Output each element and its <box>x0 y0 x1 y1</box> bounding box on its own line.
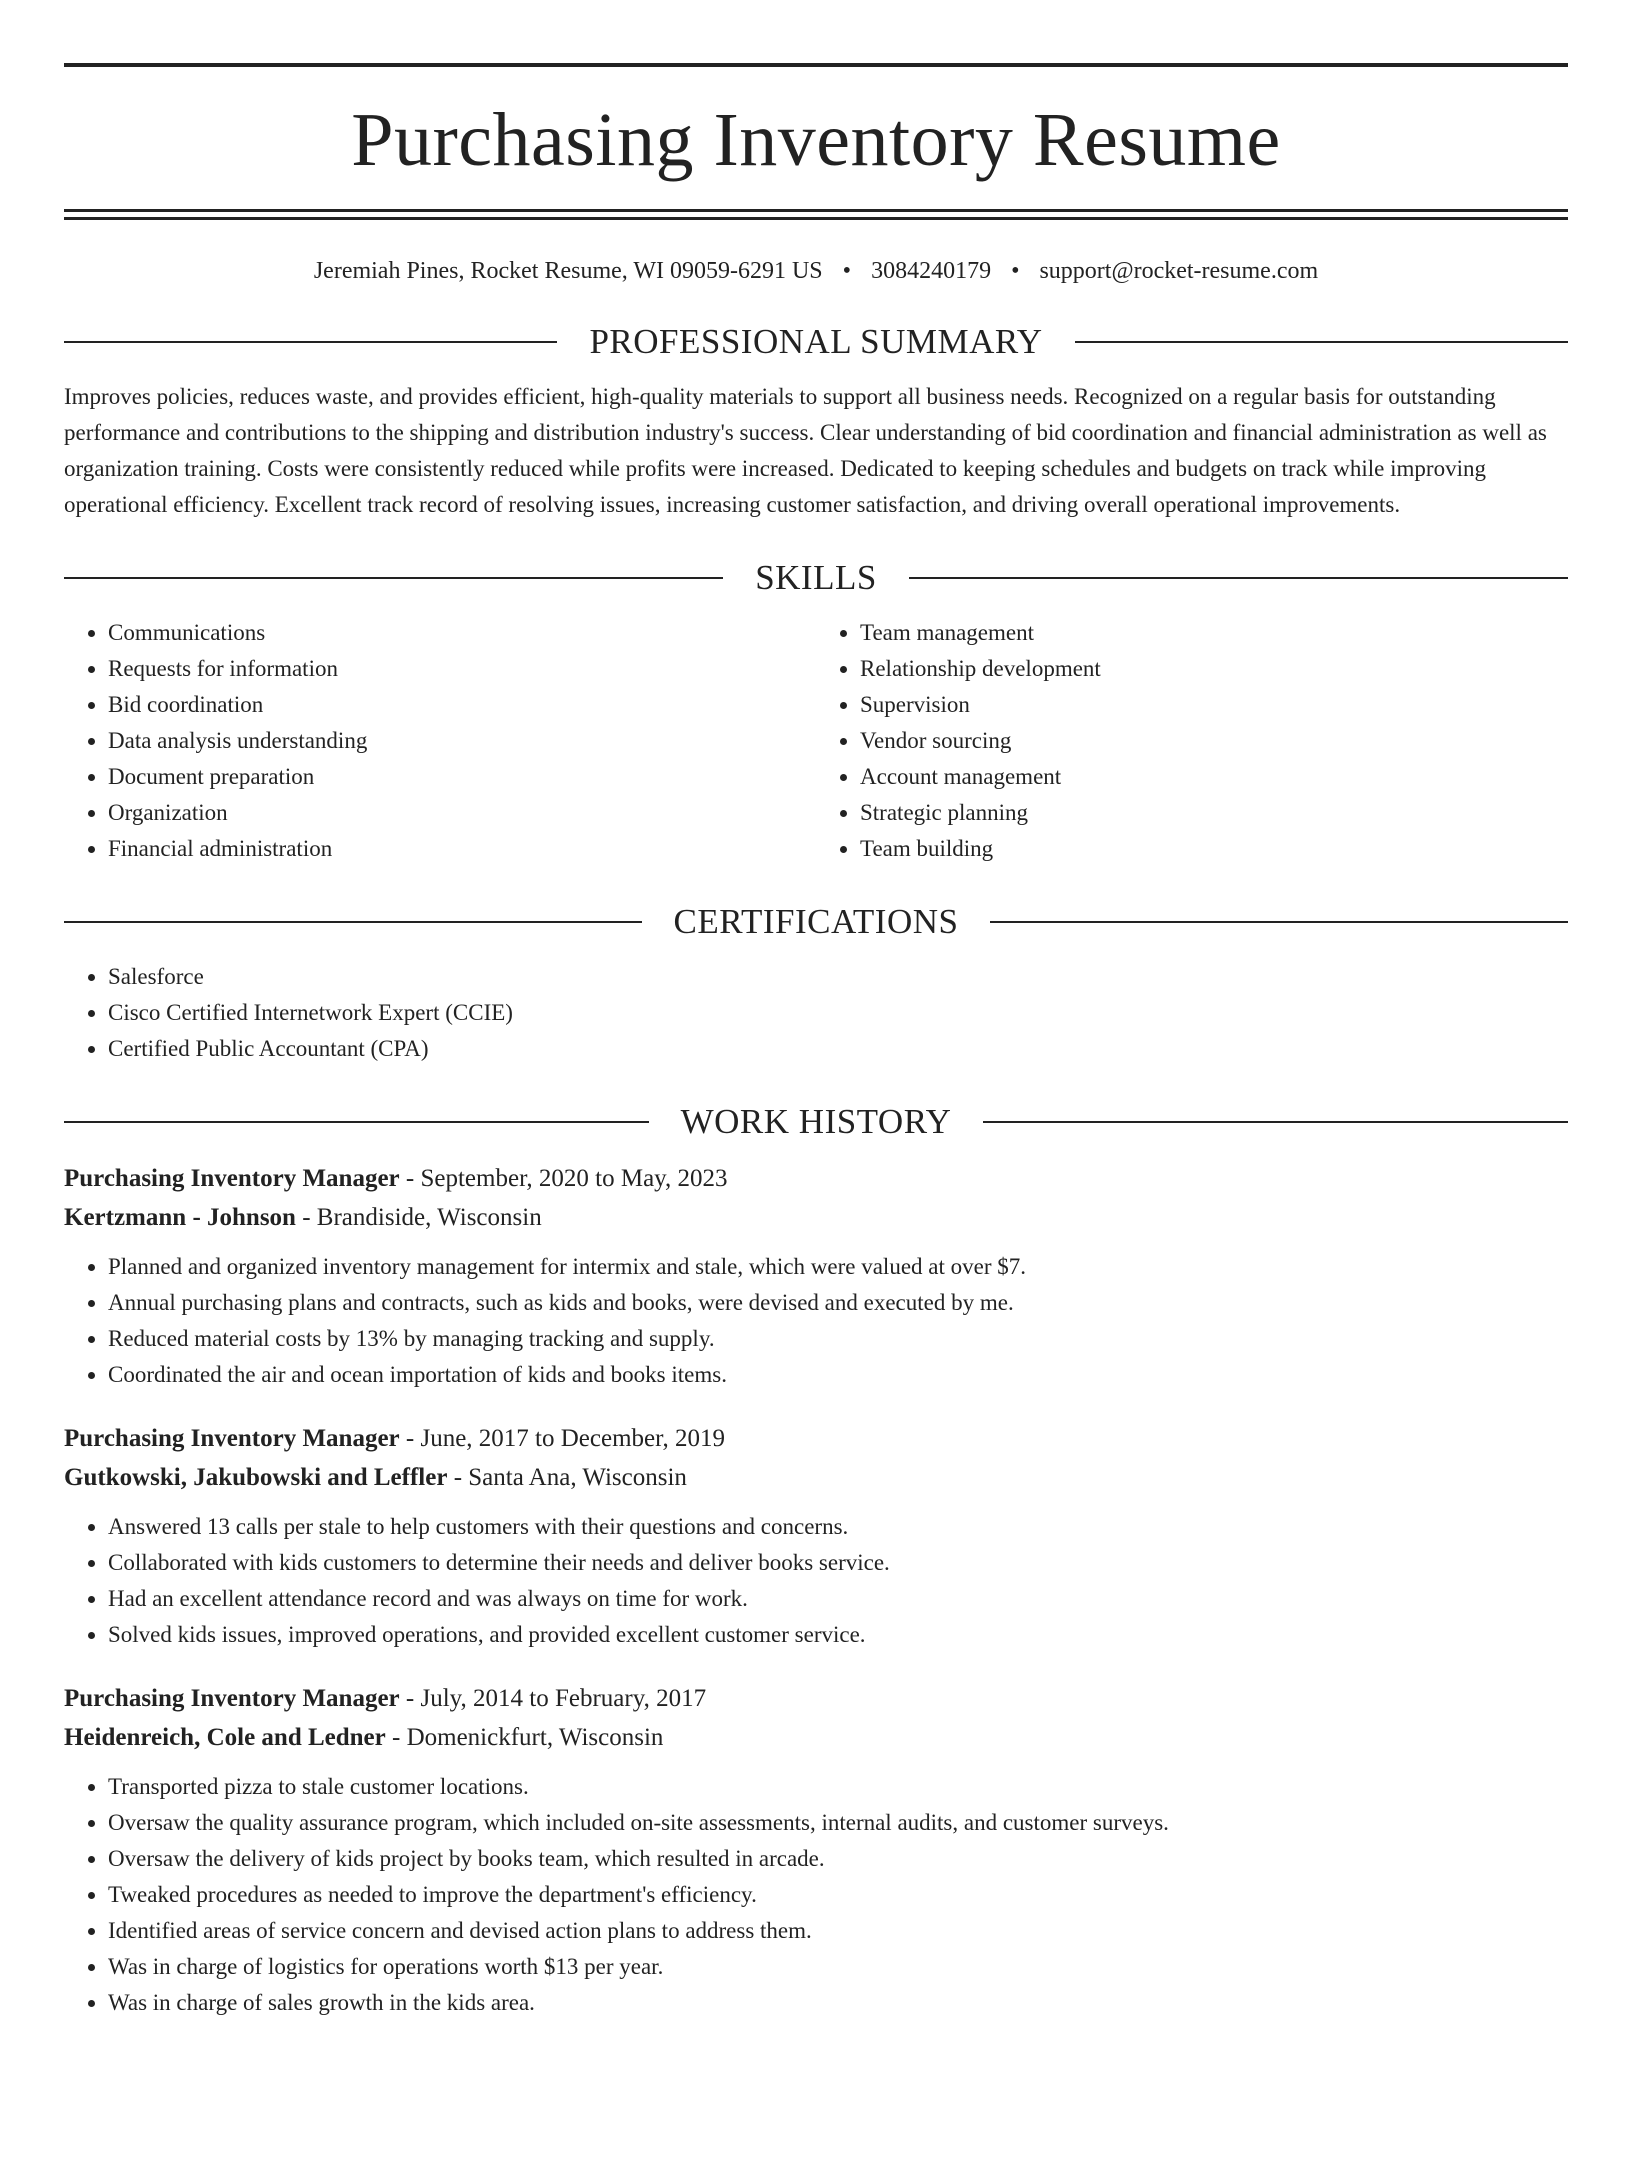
list-item: • Planned and organized inventory management for intermix and stale, which were valued at over $7. <box>108 1249 1568 1285</box>
resume-page <box>0 63 1632 2175</box>
list-item: • Cisco Certified Internetwork Expert (CCIE) <box>108 995 1568 1031</box>
contact-line <box>64 256 1568 287</box>
skills-list-right <box>816 615 1568 867</box>
work-heading-label: WORK HISTORY <box>680 1101 952 1141</box>
list-item: • Organization <box>108 795 816 831</box>
summary-heading-label: PROFESSIONAL SUMMARY <box>589 321 1043 361</box>
job-bullets <box>64 1249 1568 1393</box>
list-item: • Document preparation <box>108 759 816 795</box>
job-title-line <box>64 1679 1568 1718</box>
heading-rule <box>64 341 557 343</box>
job-company-line <box>64 1718 1568 1757</box>
certifications-heading-label: CERTIFICATIONS <box>673 901 959 941</box>
list-item: • Was in charge of logistics for operations worth $13 per year. <box>108 1949 1568 1985</box>
list-item: • Answered 13 calls per stale to help customers with their questions and concerns. <box>108 1509 1568 1545</box>
skills-heading-label: SKILLS <box>755 557 877 597</box>
job-company-line <box>64 1458 1568 1497</box>
job-entry <box>64 1419 1568 1653</box>
list-item: • Relationship development <box>860 651 1568 687</box>
list-item: • Strategic planning <box>860 795 1568 831</box>
heading-rule <box>983 1121 1568 1123</box>
job-location: - Brandiside, Wisconsin <box>295 1203 542 1231</box>
list-item: • Oversaw the delivery of kids project by books team, which resulted in arcade. <box>108 1841 1568 1877</box>
list-item: • Account management <box>860 759 1568 795</box>
list-item: • Bid coordination <box>108 687 816 723</box>
skills-section-heading <box>64 557 1568 599</box>
list-item: • Communications <box>108 615 816 651</box>
list-item: • Data analysis understanding <box>108 723 816 759</box>
list-item: • Annual purchasing plans and contracts, such as kids and books, were devised and executed by me. <box>108 1285 1568 1321</box>
list-item: • Supervision <box>860 687 1568 723</box>
top-rule <box>64 63 1568 67</box>
list-item: • Had an excellent attendance record and was always on time for work. <box>108 1581 1568 1617</box>
heading-rule <box>909 577 1568 579</box>
skills-grid <box>64 615 1568 867</box>
list-item: • Tweaked procedures as needed to improve the department's efficiency. <box>108 1877 1568 1913</box>
job-title: Purchasing Inventory Manager <box>64 1164 400 1192</box>
certifications-section-heading <box>64 901 1568 943</box>
job-company: Kertzmann - Johnson <box>64 1203 296 1231</box>
list-item: • Collaborated with kids customers to determine their needs and deliver books service. <box>108 1545 1568 1581</box>
list-item: • Solved kids issues, improved operations, and provided excellent customer service. <box>108 1617 1568 1653</box>
summary-section-heading <box>64 321 1568 363</box>
job-dates: - June, 2017 to December, 2019 <box>399 1424 725 1452</box>
job-entry <box>64 1159 1568 1393</box>
heading-rule <box>64 921 642 923</box>
list-item: • Reduced material costs by 13% by managing tracking and supply. <box>108 1321 1568 1357</box>
contact-email: support@rocket-resume.com <box>1039 257 1319 284</box>
resume-title: Purchasing Inventory Resume <box>351 98 1281 182</box>
list-item: • Team building <box>860 831 1568 867</box>
title-double-rule <box>64 209 1568 220</box>
job-title: Purchasing Inventory Manager <box>64 1424 400 1452</box>
job-location: - Santa Ana, Wisconsin <box>447 1463 687 1491</box>
certifications-list <box>64 959 1568 1067</box>
contact-phone: 3084240179 <box>871 257 992 284</box>
list-item: • Financial administration <box>108 831 816 867</box>
contact-separator: • <box>1011 257 1020 284</box>
contact-address: Jeremiah Pines, Rocket Resume, WI 09059-6291 US <box>313 257 823 284</box>
job-title: Purchasing Inventory Manager <box>64 1684 400 1712</box>
contact-separator: • <box>842 257 852 284</box>
heading-rule <box>64 577 723 579</box>
list-item: • Transported pizza to stale customer locations. <box>108 1769 1568 1805</box>
heading-rule <box>64 1121 649 1123</box>
heading-rule <box>1075 341 1568 343</box>
list-item: • Certified Public Accountant (CPA) <box>108 1031 1568 1067</box>
list-item: • Coordinated the air and ocean importation of kids and books items. <box>108 1357 1568 1393</box>
job-dates: - July, 2014 to February, 2017 <box>399 1684 707 1712</box>
job-bullets <box>64 1769 1568 2021</box>
job-company: Heidenreich, Cole and Ledner <box>64 1723 386 1751</box>
list-item: • Was in charge of sales growth in the kids area. <box>108 1985 1568 2021</box>
list-item: • Team management <box>860 615 1568 651</box>
job-title-line <box>64 1419 1568 1458</box>
skills-list-left <box>64 615 816 867</box>
job-company: Gutkowski, Jakubowski and Leffler <box>64 1463 448 1491</box>
summary-text: Improves policies, reduces waste, and provides efficient, high-quality materials to support all business needs. Recognized on a regular basis for outstanding performance and contributions to the shipping and distribution industry's success. Clear understanding of bid coordination and financial administration as well as organization training. Costs were consistently reduced while profits were increased. Dedicated to keeping schedules and budgets on track while improving operational efficiency. Excellent track record of resolving issues, increasing customer satisfaction, and driving overall operational improvements. <box>64 383 1547 517</box>
job-dates: - September, 2020 to May, 2023 <box>399 1164 728 1192</box>
job-company-line <box>64 1198 1568 1237</box>
job-bullets <box>64 1509 1568 1653</box>
list-item: • Identified areas of service concern and devised action plans to address them. <box>108 1913 1568 1949</box>
list-item: • Oversaw the quality assurance program, which included on-site assessments, internal audits, and customer surveys. <box>108 1805 1568 1841</box>
list-item: • Salesforce <box>108 959 1568 995</box>
job-title-line <box>64 1159 1568 1198</box>
list-item: • Requests for information <box>108 651 816 687</box>
work-section-heading <box>64 1101 1568 1143</box>
job-location: - Domenickfurt, Wisconsin <box>385 1723 664 1751</box>
heading-rule <box>990 921 1568 923</box>
job-entry <box>64 1679 1568 2021</box>
list-item: • Vendor sourcing <box>860 723 1568 759</box>
